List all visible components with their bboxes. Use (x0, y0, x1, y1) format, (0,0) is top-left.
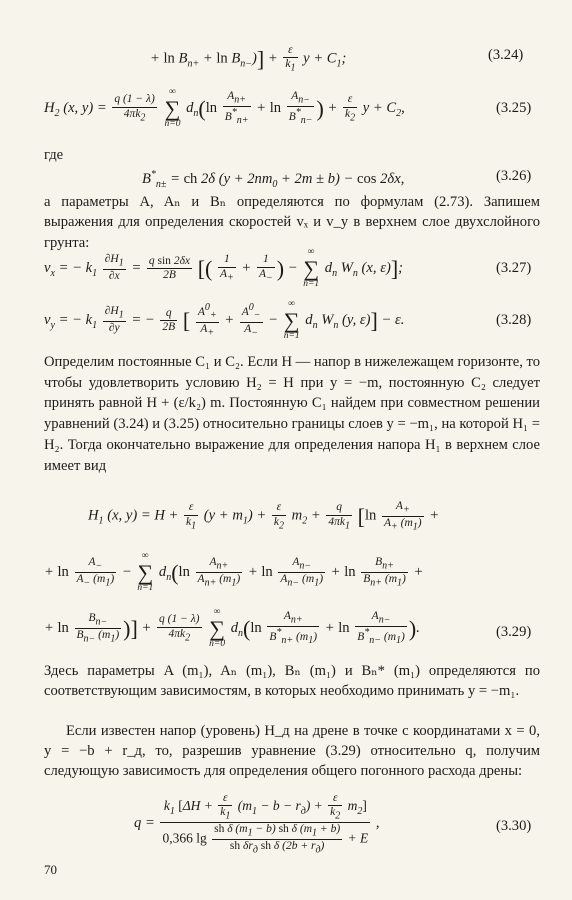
equation-3-24: + $\ln B_{n+} + \ln B_{n-}$)] + $\frac{\varepsilon}{k_1}$ $y + C_1$; (150, 44, 347, 74)
paragraph-drain: Если известен напор (уровень) H_д на дрене в точке с координатами x = 0, y = −b + r_д, то, разрешив уравнение (3.29) относительно q, получим следующую зависимость для определения общего погонного расхода дрены: (44, 723, 540, 779)
paragraph-constants: Определим постоянные C₁ и C₂. Если H — напор в нижележащем горизонте, то чтобы удовлетворить условию H₂ = H при y = −m, постоянную C₂ следует принять равной H + (ε/k₂) m. Постоянную C₁ найдем при совместном решении уравнений (3.24) и (3.25) относительно границы слоев y = −m₁, на которой H₁ = H₂. Тогда окончательно выражение для определения напора H₁ в верхнем слое имеет вид (44, 354, 540, 474)
paragraph-parameters: Здесь параметры A (m₁), Aₙ (m₁), Bₙ (m₁) и Bₙ* (m₁) определяются по соответствующим зависимостям, в которых необходимо принимать y = −m₁. (44, 663, 540, 699)
page-number: 70 (44, 862, 57, 877)
equation-number: (3.26) (496, 168, 532, 184)
equation-number: (3.28) (496, 312, 532, 328)
equation-3-28: $v_y$ = − $k_1$ $\frac{\partial H_1}{\partial y}$ = − $\frac{q}{2B}$ [ $\frac{A^0_+}{A_+}$ + $\frac{A^0_-}{A_-}$ − ∞ ∑ n=1 $d_n$ $W_n$ (y, ε)] − ε. (44, 299, 405, 341)
word-gde: где (44, 147, 64, 163)
equation-number: (3.27) (496, 260, 532, 276)
equation-3-25: $H_2$ (x, y) = $\frac{q (1 - \lambda)}{4\pi k_2}$ ∞ ∑ n=0 $d_n(\ln$ $\frac{A_{n+}}{B^*_{n+}}$ + ln $\frac{A_{n-}}{B^*_{n-}}$ ) + $\frac{\varepsilon}{k_2}$ $y + C_2$, (44, 87, 405, 129)
equation-number: (3.30) (496, 818, 532, 834)
equation-3-29-line-1: $H_1$ (x, y) = H + $\frac{\varepsilon}{k_1}$ $(y + m_1)$ + $\frac{\varepsilon}{k_2}$ $m_2$ + $\frac{q}{4\pi k_1}$ [ln $\frac{A_+}{A_+ (m_1)}$ + (88, 500, 440, 533)
equation-3-26: $B^*_{n\pm}$ = ch 2δ $(y + 2nm_0 + 2m \pm b) - \cos 2\delta x$, (142, 169, 405, 190)
equation-3-29-line-3: + ln $\frac{B_{n-}}{B_{n-} (m_1)}$ )] + $\frac{q (1 - \lambda)}{4\pi k_2}$ ∞ ∑ n=0 $d_n(\ln$ $\frac{A_{n+}}{B^*_{n+} (m_1)}$ + ln $\frac{A_{n-}}{B^*_{n-} (m_1)}$ ). (44, 607, 420, 649)
equation-number: (3.25) (496, 100, 532, 116)
equation-3-30: q = $k_1$ [ΔH + $\frac{\varepsilon}{k_1}$ $(m_1 - b - r_д)$ + $\frac{\varepsilon}{k_2}$ $m_2$] 0,366 lg $\frac{sh \delta (m_1 - b) sh \delta (m_1 + b)}{sh \delta r_д sh \delta (2b + r_д)}$ + E , (134, 792, 380, 856)
equation-number: (3.29) (496, 624, 532, 640)
equation-number: (3.24) (488, 47, 524, 63)
paragraph-velocities: а параметры A, Aₙ и Bₙ определяются по формулам (2.73). Запишем выражения для определения скоростей vₓ и v_y в верхнем слое двухслойного грунта: (44, 194, 540, 251)
equation-3-29-line-2: + ln $\frac{A_-}{A_- (m_1)}$ − ∞ ∑ n=1 $d_n(\ln$ $\frac{A_{n+}}{A_{n+} (m_1)}$ + ln $\frac{A_{n-}}{A_{n-} (m_1)}$ + ln $\frac{B_{n+}}{B_{n+} (m_1)}$ + (44, 551, 424, 593)
equation-3-27: $v_x$ = − $k_1$ $\frac{\partial H_1}{\partial x}$ = $\frac{\text{q sin 2δx}}{2B}$ [( $\frac{1}{A_+}$ + $\frac{1}{A_-}$ ) − ∞ ∑ n=1 $d_n$ $W_n$ (x, ε)]; (44, 247, 404, 289)
